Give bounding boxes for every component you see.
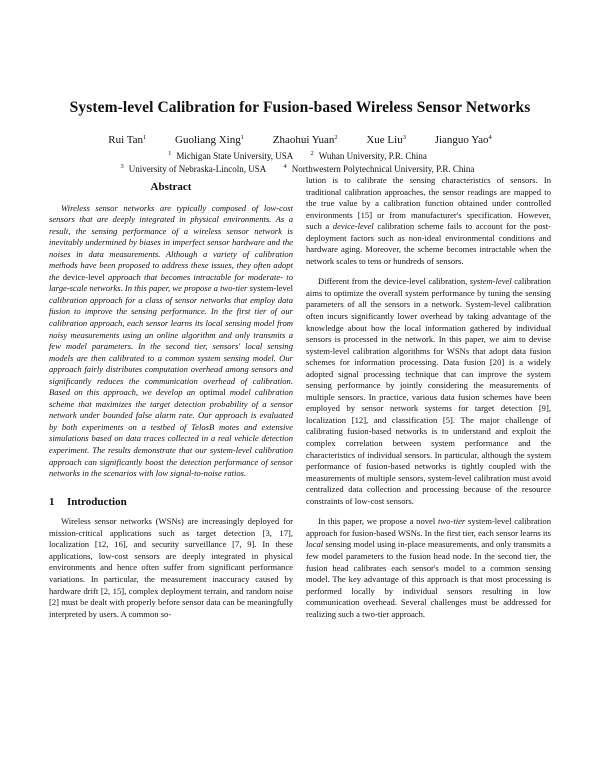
abstract-text: Wireless sensor networks are typically composed of low-cost sensors that are deeply integrated in physical environments. As a result, the sensing performance of a wireless sensor network is inevitably undermined by biases in imperfect sensor hardware and the noises in data measurements. Although a variety of calibration methods have been proposed to address these issues, they often adopt the device-level approach that becomes intractable for moderate- to large-scale networks. In this paper, we propose a two-tier system-level calibration approach for a class of sensor networks that employ data fusion to improve the sensing performance. In the first tier of our calibration approach, each sensor learns its local sensing model from noisy measurements using an online algorithm and only transmits a few model parameters. In the second tier, sensors' local sensing models are then calibrated to a common system sensing model. Our approach fairly distributes computation overhead among sensors and significantly reduces the communication overhead of calibration. Based on this approach, we develop an optimal model calibration scheme that maximizes the target detection probability of a sensor network under bounded false alarm rate. Our approach is evaluated by both experiments on a testbed of TelosB motes and extensive simulations based on data traces collected in a real vehicle detection experiment. The results demonstrate that our system-level calibration approach can significantly boost the detection performance of sensor networks in the scenarios with low signal-to-noise ratios.: [49, 202, 294, 479]
paper-title: System-level Calibration for Fusion-based Wireless Sensor Networks: [69, 99, 531, 116]
affiliation: $^1$ Michigan State University, USA: [168, 150, 294, 161]
author-list: [0, 134, 600, 146]
intro-paragraph-1-continued: lution is to calibrate the sensing characteristics of sensors. In traditional calibration approaches, the sensor readings are mapped to the true value by a calibration function obtained under controlled environments [15] or from manufacturer's specification. However, such a device-level calibration scheme fails to account for the post-deployment factors such as non-ideal environmental conditions and hardware aging. Moreover, the scheme becomes intractable when the network scales to tens or hundreds of sensors.: [306, 175, 551, 266]
abstract-heading: Abstract: [150, 181, 192, 193]
author: Zhaohui Yuan$^2$: [272, 134, 338, 146]
section-heading-introduction: 1 Introduction: [49, 495, 127, 508]
left-column: [49, 175, 293, 620]
intro-paragraph-1: Wireless sensor networks (WSNs) are increasingly deployed for mission-critical applications such as target detection [3, 17], localization [12, 16], and security surveillance [7, 9]. In these applications, low-cost sensors are deeply integrated in physical environments and hence often suffer from significant performance variations. In particular, the measurement inaccuracy caused by hardware drift [2, 15], complex deployment terrain, and random noise [2] must be dealt with properly before sensor data can be meaningfully interpreted by users. A common so-: [49, 516, 293, 619]
author: Jianguo Yao$^4$: [434, 134, 492, 146]
affiliation-line-2: [0, 164, 600, 174]
intro-paragraph-3: In this paper, we propose a novel two-tier system-level calibration approach for fusion-based WSNs. In the first tier, each sensor learns its local sensing model using in-place measurements, and only transmits a few model parameters to the fusion head node. In the second tier, the fusion head calibrates each sensor's model to a common sensing model. The key advantage of this approach is that most processing is performed locally by individual sensors resulting in low communication overhead. Several challenges must be addressed for realizing such a two-tier approach.: [306, 516, 551, 619]
affiliation-line-1: [0, 151, 600, 161]
author: Guoliang Xing$^1$: [175, 134, 244, 146]
affiliation: $^4$ Northwestern Polytechnical University, P.R. China: [283, 163, 475, 174]
author: Xue Liu$^3$: [366, 134, 406, 146]
affiliation: $^2$ Wuhan University, P.R. China: [310, 150, 427, 161]
intro-paragraph-2: Different from the device-level calibration, system-level calibration aims to optimize the overall system performance by tuning the sensing parameters of all the sensors in a network. System-level calibration often incurs significantly lower overhead by taking advantage of the knowledge about how the local information gathered by individual sensors is processed in the network. In this paper, we aim to devise system-level calibration algorithms for WSNs that adopt data fusion schemes for information processing. Data fusion [20] is a widely adopted signal processing technique that can improve the system sensing performance by jointly considering the measurements of multiple sensors. In practice, various data fusion schemes have been employed by sensor network systems for target detection [9], localization [12], and classification [5]. The major challenge of calibrating fusion-based networks is to understand and exploit the complex correlation between system performance and the characteristics of individual sensors. In particular, although the system performance of fusion-based networks is tightly coupled with the measurements of multiple sensors, system-level calibration must avoid centralized data collection and processing because of the resource constraints of low-cost sensors.: [306, 276, 551, 506]
author: Rui Tan$^1$: [108, 134, 147, 146]
affiliation: $^3$ University of Nebraska-Lincoln, USA: [120, 163, 267, 174]
right-column: [306, 175, 551, 620]
